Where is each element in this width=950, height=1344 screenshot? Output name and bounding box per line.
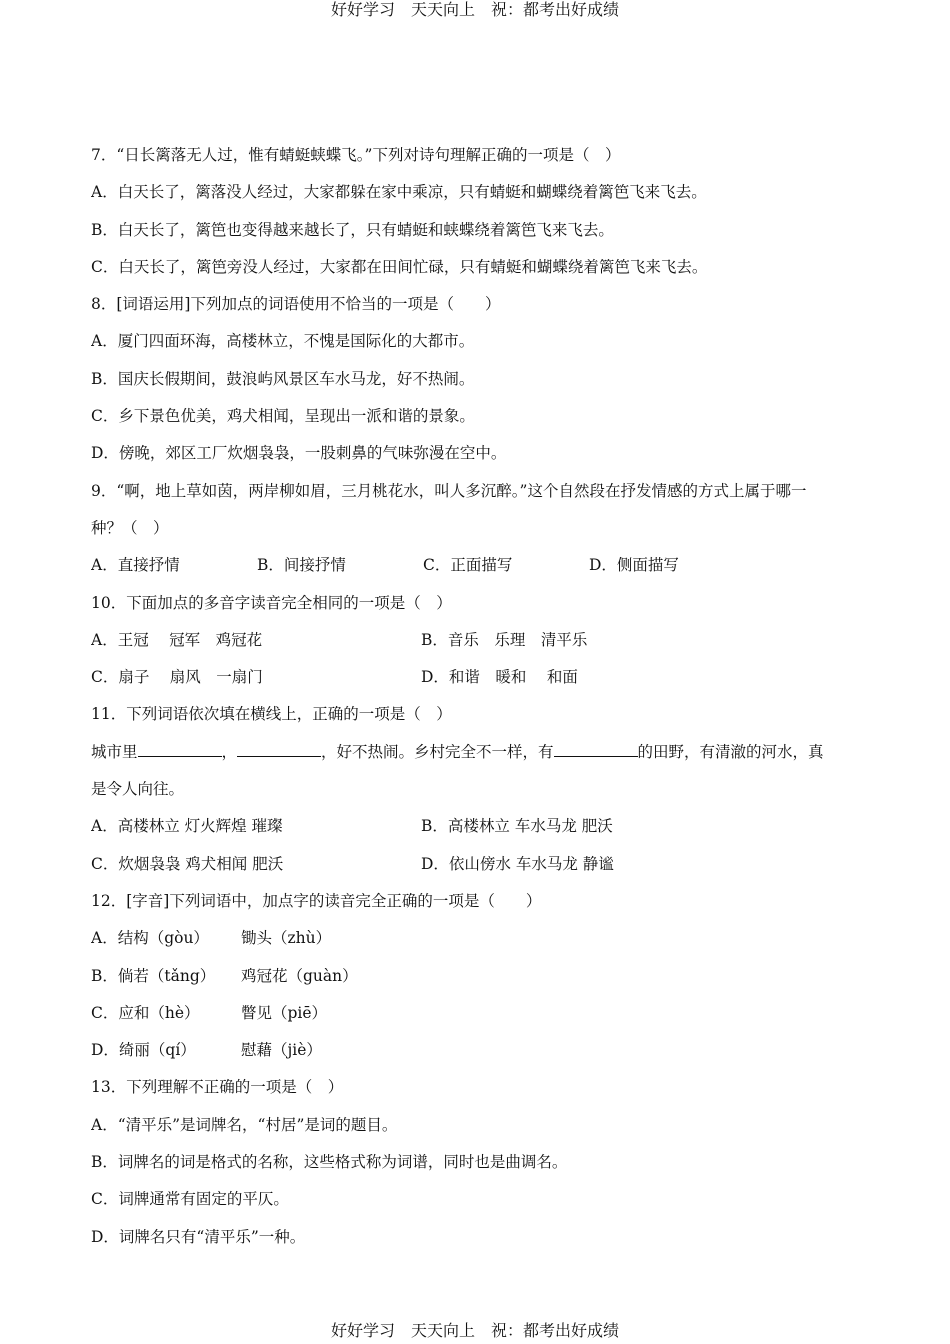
q11-blank-3 bbox=[554, 742, 638, 757]
q11-blank-1 bbox=[138, 742, 222, 757]
q8-stem: 8．[词语运用]下列加点的词语使用不恰当的一项是（ ） bbox=[91, 295, 501, 314]
q11-options-row1 bbox=[91, 808, 865, 845]
q9-stem-line1: 9．“啊，地上草如茵，两岸柳如眉，三月桃花水，叫人多沉醉。”这个自然段在抒发情感的方式上属于哪一 bbox=[91, 481, 807, 500]
q10-option-c: C．扇子 扇风 一扇门 bbox=[91, 668, 263, 687]
q11-fill-text-d: 的田野，有清澈的河水，真 bbox=[637, 742, 824, 761]
q9-option-b: B．间接抒情 bbox=[257, 556, 346, 575]
q11-blank-2 bbox=[237, 742, 321, 757]
q11-fill-end: 是令人向往。 bbox=[91, 780, 185, 799]
q7-stem: 7．“日长篱落无人过，惟有蜻蜓蛱蝶飞。”下列对诗句理解正确的一项是（ ） bbox=[91, 146, 621, 164]
q8-option-b: B．国庆长假期间，鼓浪屿风景区车水马龙，好不热闹。 bbox=[91, 369, 475, 388]
q11-fill-sentence bbox=[91, 734, 865, 771]
q11-stem: 11．下列词语依次填在横线上，正确的一项是（ ） bbox=[91, 705, 452, 724]
q11-fill-text-a: 城市里 bbox=[91, 742, 138, 761]
q13-option-d: D．词牌名只有“清平乐”一种。 bbox=[91, 1227, 306, 1246]
q11-option-b: B．高楼林立 车水马龙 肥沃 bbox=[421, 817, 613, 836]
q10-stem: 10．下面加点的多音字读音完全相同的一项是（ ） bbox=[91, 593, 452, 612]
q12-option-d-word1: D．绮丽（qí） bbox=[91, 1041, 196, 1060]
q8-option-a: A．厦门四面环海，高楼林立，不愧是国际化的大都市。 bbox=[91, 332, 475, 351]
q10-option-b: B．音乐 乐理 清平乐 bbox=[421, 630, 588, 649]
q11-option-a: A．高楼林立 灯火辉煌 璀璨 bbox=[91, 817, 283, 836]
q12-option-a-word2: 锄头（zhù） bbox=[241, 929, 332, 948]
q7-option-b: B．白天长了，篱笆也变得越来越长了，只有蜻蜓和蛱蝶绕着篱笆飞来飞去。 bbox=[91, 220, 614, 239]
q12-option-b bbox=[91, 958, 865, 995]
q12-option-b-word2: 鸡冠花（guàn） bbox=[241, 966, 358, 985]
q7-option-a: A．白天长了，篱落没人经过，大家都躲在家中乘凉，只有蜻蜓和蝴蝶绕着篱笆飞来飞去。 bbox=[91, 183, 707, 202]
q12-option-a bbox=[91, 920, 865, 957]
q10-options-row2 bbox=[91, 659, 865, 696]
q12-option-c-word1: C．应和（hè） bbox=[91, 1003, 200, 1022]
q11-option-d: D．依山傍水 车水马龙 静谧 bbox=[421, 854, 614, 873]
q13-option-b: B．词牌名的词是格式的名称，这些格式称为词谱，同时也是曲调名。 bbox=[91, 1153, 568, 1172]
q12-option-d-word2: 慰藉（jiè） bbox=[241, 1041, 322, 1060]
q13-option-a: A．“清平乐”是词牌名，“村居”是词的题目。 bbox=[91, 1115, 398, 1134]
q9-option-d: D．侧面描写 bbox=[589, 556, 679, 575]
page-header: 好好学习 天天向上 祝：都考出好成绩 bbox=[330, 0, 619, 19]
q8-option-c: C．乡下景色优美，鸡犬相闻，呈现出一派和谐的景象。 bbox=[91, 407, 475, 426]
page-footer: 好好学习 天天向上 祝：都考出好成绩 bbox=[330, 1321, 619, 1340]
q8-option-d: D．傍晚，郊区工厂炊烟袅袅，一股刺鼻的气味弥漫在空中。 bbox=[91, 444, 507, 463]
q11-fill-text-b: ， bbox=[221, 742, 238, 761]
q7-option-c: C．白天长了，篱笆旁没人经过，大家都在田间忙碌，只有蜻蜓和蝴蝶绕着篱笆飞来飞去。 bbox=[91, 257, 708, 276]
q10-options-row1 bbox=[91, 622, 865, 659]
q9-stem-line2: 种？（ ） bbox=[91, 518, 169, 537]
q9-option-c: C．正面描写 bbox=[423, 556, 513, 575]
q12-stem: 12．[字音]下列词语中，加点字的读音完全正确的一项是（ ） bbox=[91, 891, 542, 910]
q9-options bbox=[91, 547, 865, 584]
q11-fill-text-c: ，好不热闹。乡村完全不一样，有 bbox=[321, 742, 554, 761]
q10-option-a: A．王冠 冠军 鸡冠花 bbox=[91, 630, 263, 649]
question-list bbox=[91, 137, 865, 1256]
q13-option-c: C．词牌通常有固定的平仄。 bbox=[91, 1190, 289, 1209]
q10-option-d: D．和谐 暖和 和面 bbox=[421, 668, 578, 687]
q12-option-b-word1: B．倘若（tǎng） bbox=[91, 966, 216, 985]
q9-option-a: A．直接抒情 bbox=[91, 556, 180, 575]
q11-options-row2 bbox=[91, 846, 865, 883]
q12-option-c-word2: 瞥见（piē） bbox=[241, 1003, 328, 1022]
q12-option-c bbox=[91, 995, 865, 1032]
q13-stem: 13．下列理解不正确的一项是（ ） bbox=[91, 1078, 344, 1097]
q11-option-c: C．炊烟袅袅 鸡犬相闻 肥沃 bbox=[91, 854, 284, 873]
q12-option-a-word1: A．结构（gòu） bbox=[91, 929, 209, 948]
q12-option-d bbox=[91, 1032, 865, 1069]
